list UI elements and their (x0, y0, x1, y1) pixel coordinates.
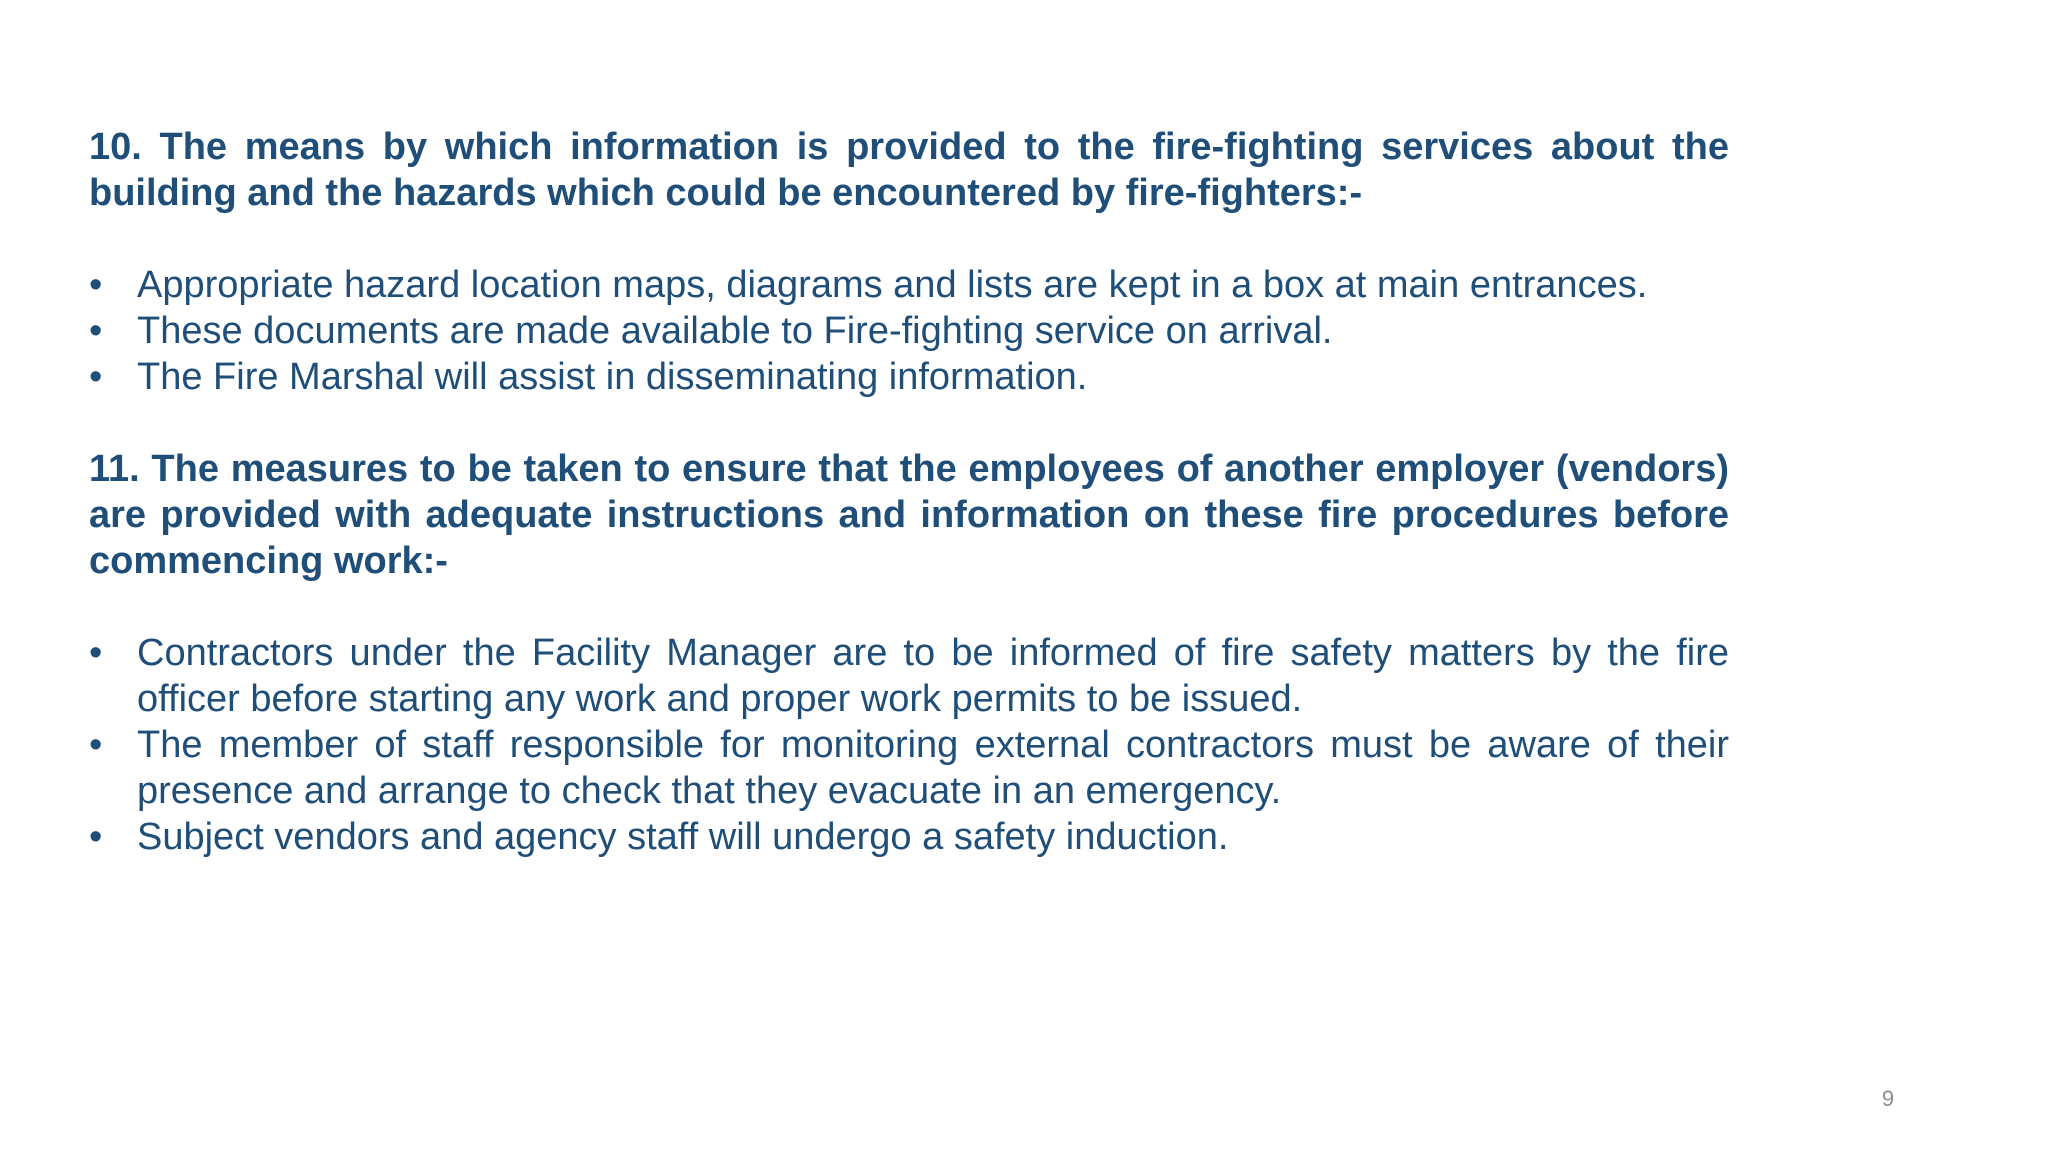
section-11-list (89, 630, 1729, 860)
list-item-text: Contractors under the Facility Manager are to be informed of fire safety matters by the fire officer before starting any work and proper work permits to be issued. (137, 632, 1729, 720)
bullet-icon: • (89, 310, 103, 352)
bullet-icon: • (89, 264, 103, 306)
list-item-text: The member of staff responsible for monitoring external contractors must be aware of their presence and arrange to check that they evacuate in an emergency. (137, 724, 1729, 812)
section-10-heading: 10. The means by which information is provided to the fire-fighting services about the building and the hazards which could be encountered by fire-fighters:- (89, 126, 1729, 214)
bullet-icon: • (89, 356, 103, 398)
page-number: 9 (1881, 1086, 1895, 1111)
list-item-text: These documents are made available to Fire-fighting service on arrival. (137, 310, 1333, 352)
list-item-text: Appropriate hazard location maps, diagrams and lists are kept in a box at main entrances. (137, 264, 1648, 306)
list-item (89, 630, 1729, 722)
slide-content (89, 124, 1729, 860)
list-item (89, 354, 1729, 400)
list-item-text: The Fire Marshal will assist in disseminating information. (137, 356, 1088, 398)
spacer (89, 216, 1729, 262)
spacer (89, 400, 1729, 446)
list-item (89, 308, 1729, 354)
section-11-heading: 11. The measures to be taken to ensure that the employees of another employer (vendors) are provided with adequate instructions and information on these fire procedures before commencing work:- (89, 448, 1729, 582)
section-10-list (89, 262, 1729, 400)
bullet-icon: • (89, 816, 103, 858)
spacer (89, 584, 1729, 630)
list-item-text: Subject vendors and agency staff will undergo a safety induction. (137, 816, 1229, 858)
list-item (89, 814, 1729, 860)
list-item (89, 262, 1729, 308)
list-item (89, 722, 1729, 814)
bullet-icon: • (89, 724, 103, 766)
bullet-icon: • (89, 632, 103, 674)
